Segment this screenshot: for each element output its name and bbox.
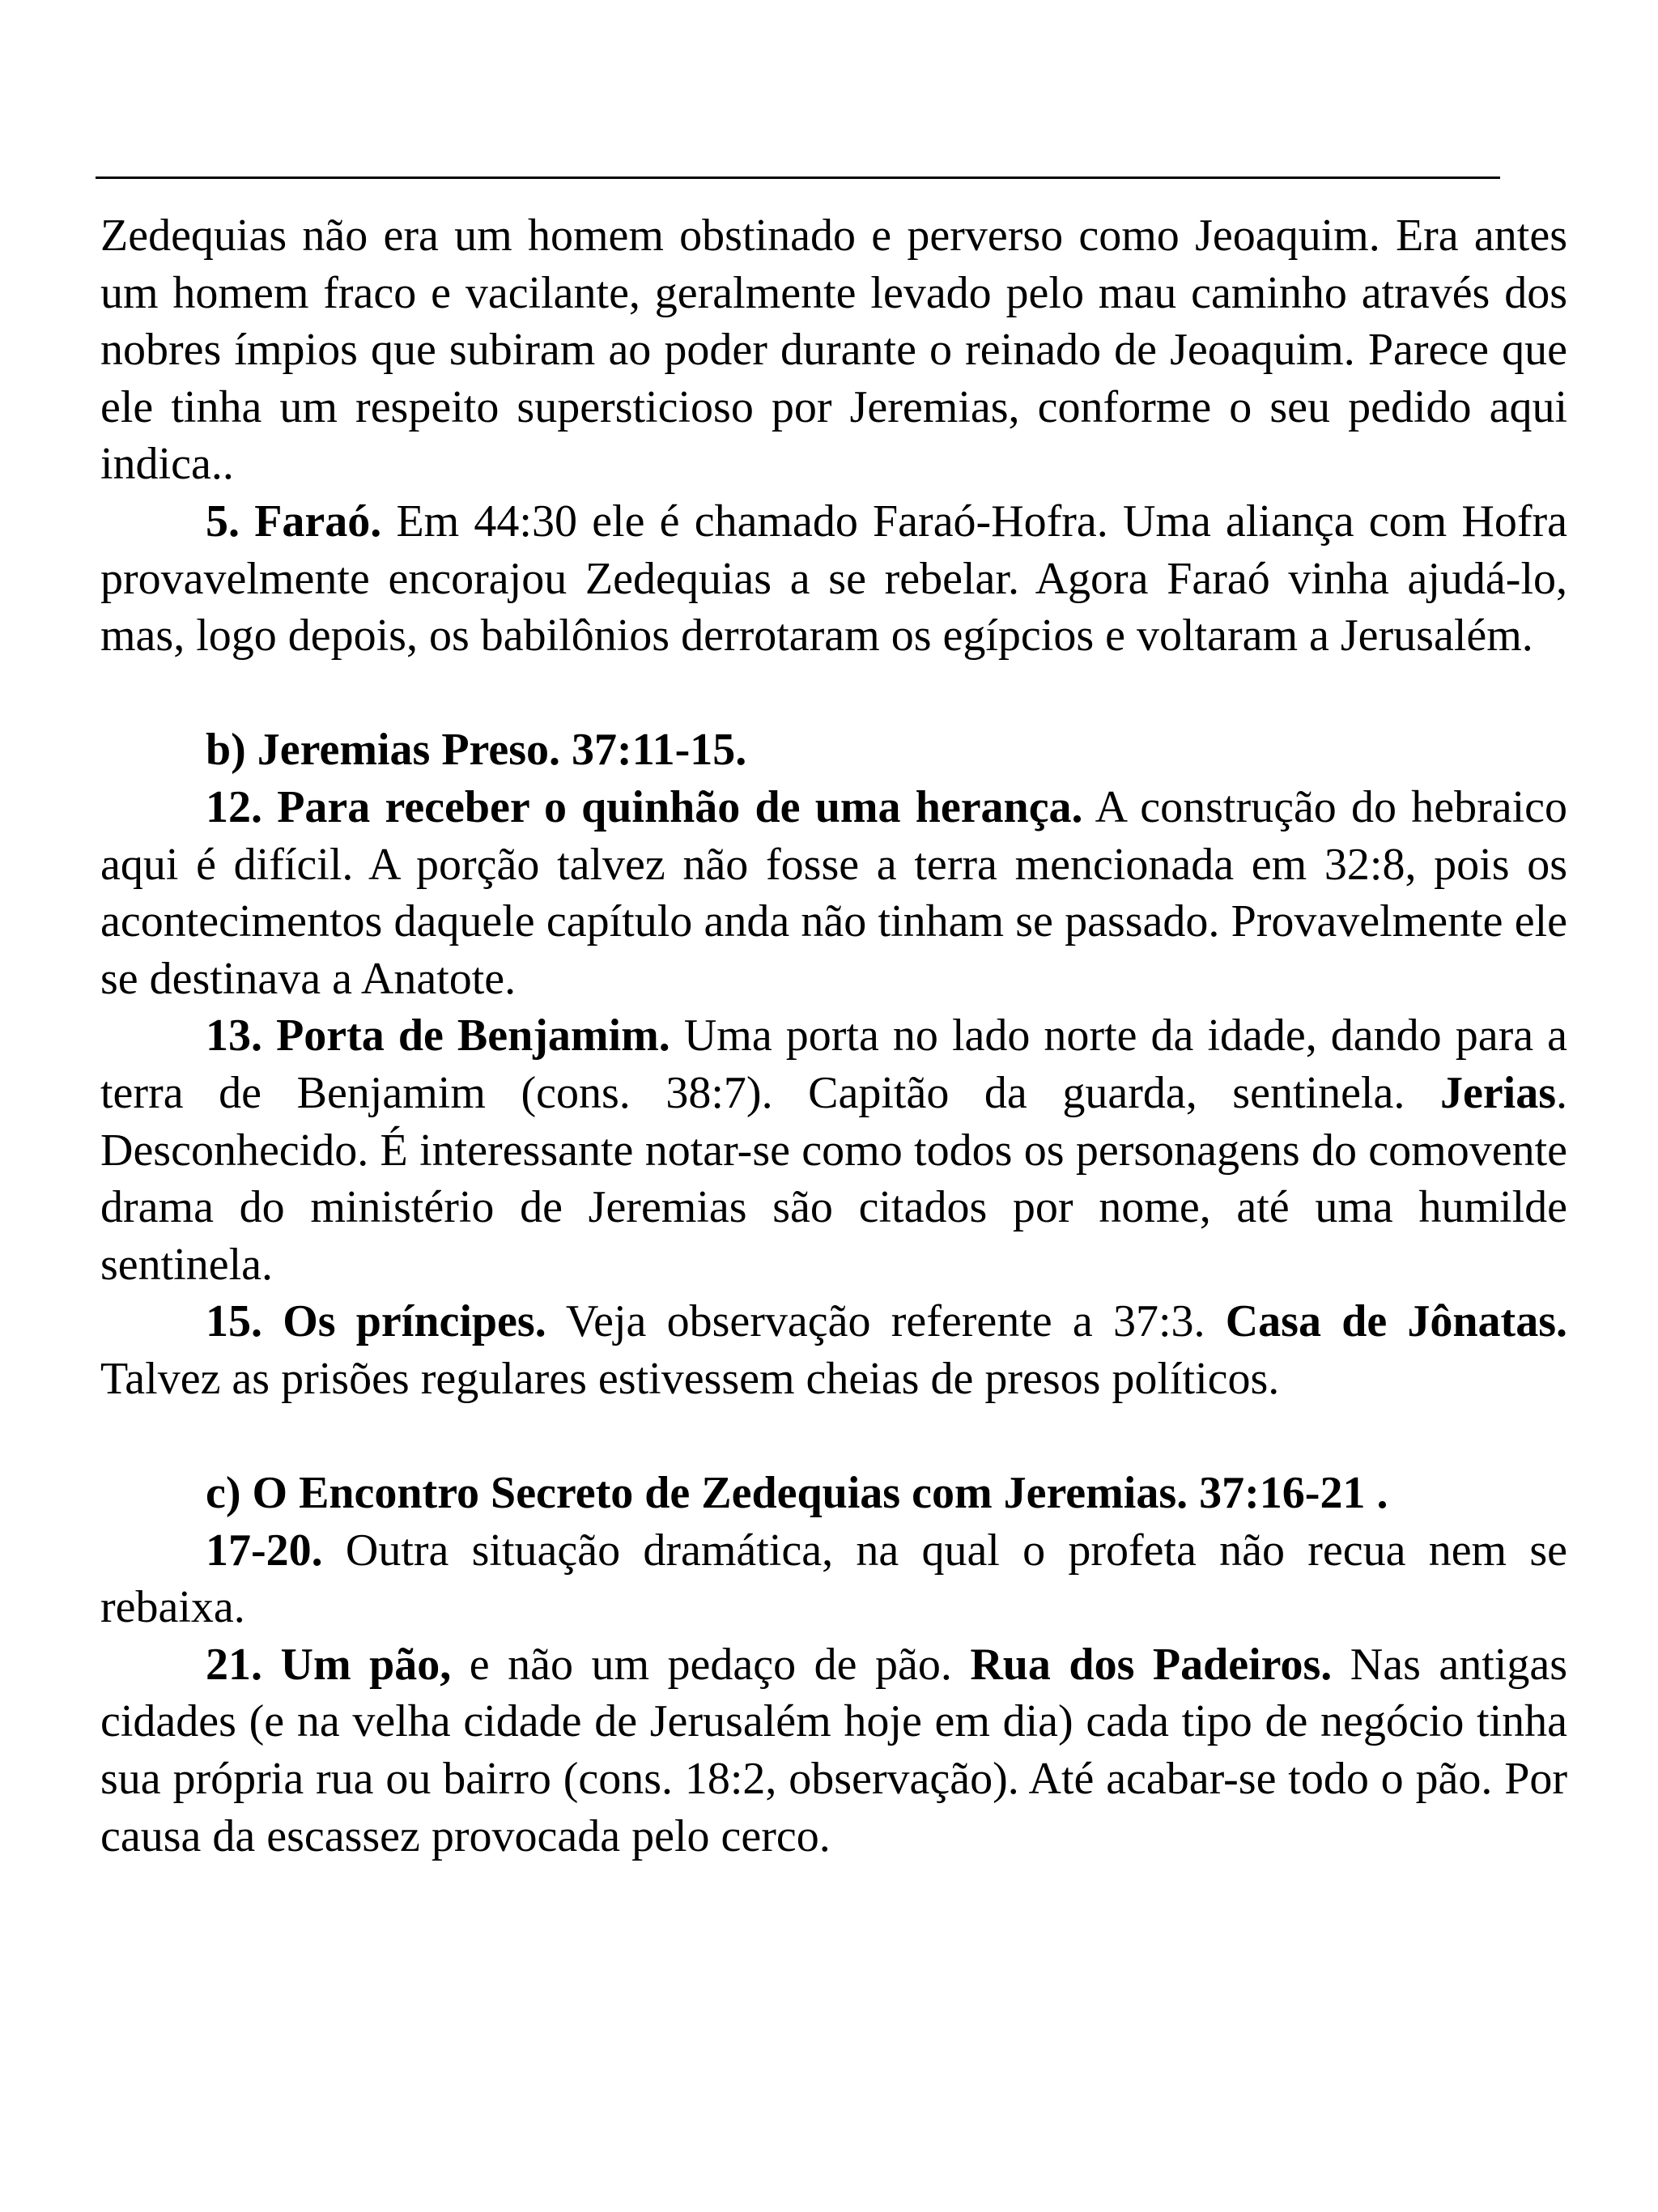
heading-text: c) O Encontro Secreto de Zedequias com Jeremias. 37:16-21 . [206,1468,1388,1519]
term-jerias: Jerias [1439,1067,1556,1118]
paragraph-text: Em 44:30 ele é chamado Faraó-Hofra. Uma aliança com Hofra provavelmente encorajou Zedequias a se rebelar. Agora Faraó vinha ajudá-lo, mas, logo depois, os babilônios derrotaram os egípcios e voltaram a Jerusalém. [100,496,1567,661]
paragraph-situacao-dramatica [100,1522,1567,1636]
spacer [100,1407,1567,1465]
paragraph-heranca [100,779,1567,1007]
paragraph-text: Zedequias não era um homem obstinado e perverso como Jeoaquim. Era antes um homem fraco e vacilante, geralmente levado pelo mau caminho através dos nobres ímpios que subiram ao poder durante o reinado de Jeoaquim. Parece que ele tinha um respeito supersticioso por Jeremias, conforme o seu pedido aqui indica.. [100,211,1567,490]
paragraph-text: Nas antigas cidades (e na velha cidade de Jerusalém hoje em dia) cada tipo de negócio tinha sua própria rua ou bairro (cons. 18:2, observação). Até acabar-se todo o pão. Por causa da escassez provocada pelo cerco. [100,1639,1568,1861]
term-principes: 15. Os príncipes. [206,1296,546,1347]
paragraph-text: A construção do hebraico aqui é difícil. A porção talvez não fosse a terra mencionada em 32:8, pois os acontecimentos daquele capítulo anda não tinham se passado. Provavelmente ele se destinava a Anatote. [100,781,1567,1004]
heading-text: b) Jeremias Preso. 37:11-15. [206,725,747,776]
paragraph-principes [100,1293,1567,1407]
section-heading-c [100,1465,1567,1522]
paragraph-text: e não um pedaço de pão. [451,1639,971,1690]
paragraph-text: Talvez as prisões regulares estivessem cheias de presos políticos. [100,1353,1280,1404]
spacer [100,665,1567,722]
paragraph-text: Outra situação dramática, na qual o profeta não recua nem se rebaixa. [100,1525,1567,1633]
term-farao: 5. Faraó. [206,496,382,547]
term-17-20: 17-20. [206,1525,323,1576]
paragraph-text: . Desconhecido. É interessante notar-se como todos os personagens do comovente drama do ministério de Jeremias são citados por nome, até uma humilde sentinela. [100,1067,1567,1290]
paragraph-porta-benjamim [100,1007,1567,1293]
paragraph-zedequias [100,207,1567,493]
top-rule [96,177,1500,179]
paragraph-text: Veja observação referente a 37:3. [546,1296,1226,1347]
term-porta-benjamim: 13. Porta de Benjamim. [206,1010,670,1061]
term-casa-jonatas: Casa de Jônatas. [1225,1296,1567,1347]
term-um-pao: 21. Um pão, [206,1639,452,1690]
term-heranca: 12. Para receber o quinhão de uma herança. [206,781,1083,832]
paragraph-farao [100,493,1567,665]
paragraph-text: Uma porta no lado norte da idade, dando para a terra de Benjamim (cons. 38:7). Capitão da guarda, sentinela. [100,1010,1567,1118]
section-heading-b [100,721,1567,779]
paragraph-um-pao [100,1636,1567,1865]
term-rua-padeiros: Rua dos Padeiros. [970,1639,1333,1690]
page-body [100,207,1567,1865]
